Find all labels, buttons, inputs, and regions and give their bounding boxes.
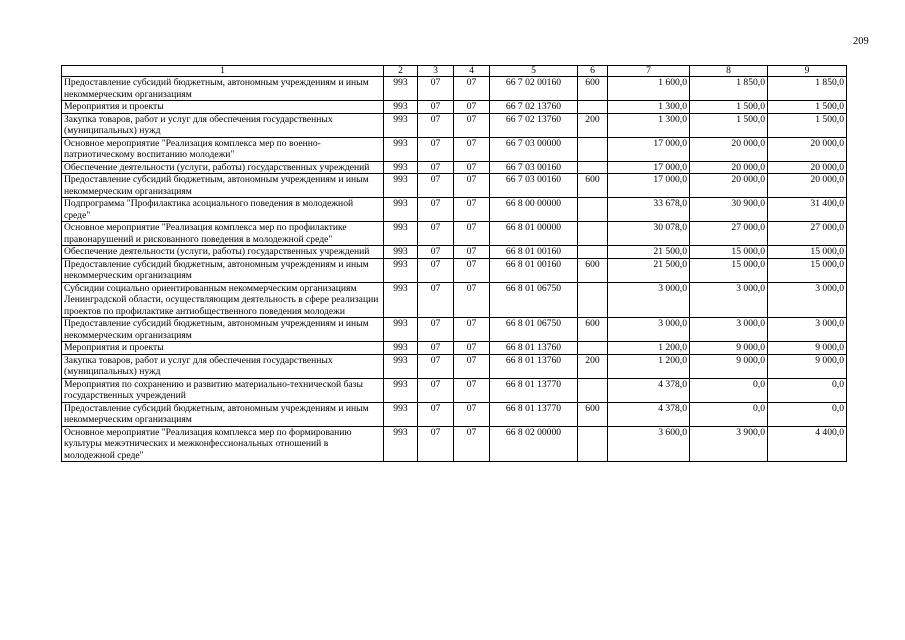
ved-code-cell: 993 — [384, 137, 418, 161]
expense-type-cell: 600 — [578, 258, 608, 282]
amount-col8-cell: 20 000,0 — [690, 161, 768, 174]
target-article-cell: 66 7 02 13760 — [490, 101, 578, 114]
ved-code-cell: 993 — [384, 282, 418, 318]
expense-type-cell — [578, 426, 608, 462]
ved-code-cell: 993 — [384, 113, 418, 137]
table-row — [62, 137, 847, 161]
section-code-cell: 07 — [418, 77, 454, 101]
amount-col8-cell: 0,0 — [690, 402, 768, 426]
header-cell: 4 — [454, 66, 490, 77]
target-article-cell: 66 8 01 13760 — [490, 354, 578, 378]
target-article-cell: 66 8 00 00000 — [490, 198, 578, 222]
header-cell: 6 — [578, 66, 608, 77]
section-code-cell: 07 — [418, 137, 454, 161]
budget-table — [61, 65, 847, 462]
amount-col8-cell: 1 500,0 — [690, 113, 768, 137]
amount-col9-cell: 1 500,0 — [768, 113, 847, 137]
table-row — [62, 318, 847, 342]
amount-col8-cell: 1 500,0 — [690, 101, 768, 114]
subsection-code-cell: 07 — [454, 137, 490, 161]
amount-col9-cell: 9 000,0 — [768, 354, 847, 378]
table-row — [62, 426, 847, 462]
table-row — [62, 113, 847, 137]
amount-col7-cell: 1 200,0 — [608, 342, 690, 355]
amount-col8-cell: 3 900,0 — [690, 426, 768, 462]
ved-code-cell: 993 — [384, 77, 418, 101]
description-cell: Мероприятия и проекты — [62, 101, 384, 114]
expense-type-cell: 200 — [578, 354, 608, 378]
amount-col8-cell: 20 000,0 — [690, 137, 768, 161]
ved-code-cell: 993 — [384, 378, 418, 402]
amount-col9-cell: 20 000,0 — [768, 137, 847, 161]
header-cell: 1 — [62, 66, 384, 77]
description-cell: Предоставление субсидий бюджетным, автономным учреждениям и иным некоммерческим организациям — [62, 174, 384, 198]
amount-col8-cell: 15 000,0 — [690, 258, 768, 282]
amount-col9-cell: 4 400,0 — [768, 426, 847, 462]
amount-col8-cell: 30 900,0 — [690, 198, 768, 222]
target-article-cell: 66 7 03 00160 — [490, 174, 578, 198]
header-cell: 2 — [384, 66, 418, 77]
amount-col7-cell: 21 500,0 — [608, 246, 690, 259]
header-cell: 9 — [768, 66, 847, 77]
ved-code-cell: 993 — [384, 426, 418, 462]
amount-col9-cell: 15 000,0 — [768, 246, 847, 259]
expense-type-cell: 600 — [578, 318, 608, 342]
amount-col8-cell: 9 000,0 — [690, 342, 768, 355]
amount-col9-cell: 3 000,0 — [768, 318, 847, 342]
target-article-cell: 66 8 01 00160 — [490, 246, 578, 259]
subsection-code-cell: 07 — [454, 402, 490, 426]
description-cell: Обеспечение деятельности (услуги, работы) государственных учреждений — [62, 161, 384, 174]
subsection-code-cell: 07 — [454, 222, 490, 246]
amount-col7-cell: 30 078,0 — [608, 222, 690, 246]
target-article-cell: 66 8 01 13770 — [490, 378, 578, 402]
description-cell: Закупка товаров, работ и услуг для обеспечения государственных (муниципальных) нужд — [62, 354, 384, 378]
expense-type-cell — [578, 378, 608, 402]
section-code-cell: 07 — [418, 174, 454, 198]
section-code-cell: 07 — [418, 101, 454, 114]
section-code-cell: 07 — [418, 258, 454, 282]
description-cell: Подпрограмма "Профилактика асоциального поведения в молодежной среде" — [62, 198, 384, 222]
amount-col7-cell: 4 378,0 — [608, 402, 690, 426]
header-cell: 3 — [418, 66, 454, 77]
amount-col7-cell: 1 200,0 — [608, 354, 690, 378]
section-code-cell: 07 — [418, 198, 454, 222]
target-article-cell: 66 8 02 00000 — [490, 426, 578, 462]
ved-code-cell: 993 — [384, 198, 418, 222]
table-row — [62, 101, 847, 114]
amount-col9-cell: 20 000,0 — [768, 174, 847, 198]
ved-code-cell: 993 — [384, 402, 418, 426]
ved-code-cell: 993 — [384, 161, 418, 174]
amount-col8-cell: 27 000,0 — [690, 222, 768, 246]
table-row — [62, 354, 847, 378]
subsection-code-cell: 07 — [454, 378, 490, 402]
description-cell: Предоставление субсидий бюджетным, автономным учреждениям и иным некоммерческим организациям — [62, 77, 384, 101]
table-body — [62, 77, 847, 462]
subsection-code-cell: 07 — [454, 246, 490, 259]
target-article-cell: 66 7 03 00160 — [490, 161, 578, 174]
table-row — [62, 77, 847, 101]
amount-col9-cell: 15 000,0 — [768, 258, 847, 282]
subsection-code-cell: 07 — [454, 113, 490, 137]
amount-col9-cell: 1 500,0 — [768, 101, 847, 114]
amount-col9-cell: 9 000,0 — [768, 342, 847, 355]
description-cell: Основное мероприятие "Реализация комплекса мер по формированию культуры межэтнических и межконфессиональных отношений в молодежной среде" — [62, 426, 384, 462]
section-code-cell: 07 — [418, 282, 454, 318]
expense-type-cell — [578, 342, 608, 355]
amount-col8-cell: 0,0 — [690, 378, 768, 402]
description-cell: Субсидии социально ориентированным некоммерческим организациям Ленинградской области, осуществляющим деятельность в сфере реализации проектов по профилактике антиобщественного поведения молодежи — [62, 282, 384, 318]
description-cell: Закупка товаров, работ и услуг для обеспечения государственных (муниципальных) нужд — [62, 113, 384, 137]
target-article-cell: 66 7 02 13760 — [490, 113, 578, 137]
expense-type-cell — [578, 101, 608, 114]
table-row — [62, 282, 847, 318]
amount-col7-cell: 17 000,0 — [608, 161, 690, 174]
amount-col7-cell: 4 378,0 — [608, 378, 690, 402]
table-row — [62, 161, 847, 174]
subsection-code-cell: 07 — [454, 77, 490, 101]
amount-col9-cell: 3 000,0 — [768, 282, 847, 318]
target-article-cell: 66 8 01 00000 — [490, 222, 578, 246]
section-code-cell: 07 — [418, 222, 454, 246]
amount-col7-cell: 1 300,0 — [608, 113, 690, 137]
description-cell: Мероприятия по сохранению и развитию материально-технической базы государственных учреждений — [62, 378, 384, 402]
table-header-row — [62, 66, 847, 77]
amount-col7-cell: 21 500,0 — [608, 258, 690, 282]
header-cell: 8 — [690, 66, 768, 77]
target-article-cell: 66 8 01 13770 — [490, 402, 578, 426]
table-row — [62, 342, 847, 355]
amount-col9-cell: 31 400,0 — [768, 198, 847, 222]
subsection-code-cell: 07 — [454, 282, 490, 318]
description-cell: Основное мероприятие "Реализация комплекса мер по профилактике правонарушений и рискованного поведения в молодежной среде" — [62, 222, 384, 246]
expense-type-cell — [578, 137, 608, 161]
ved-code-cell: 993 — [384, 101, 418, 114]
table-row — [62, 198, 847, 222]
target-article-cell: 66 8 01 00160 — [490, 258, 578, 282]
page-number: 209 — [853, 36, 869, 47]
target-article-cell: 66 8 01 13760 — [490, 342, 578, 355]
section-code-cell: 07 — [418, 342, 454, 355]
table-row — [62, 402, 847, 426]
subsection-code-cell: 07 — [454, 161, 490, 174]
expense-type-cell: 600 — [578, 402, 608, 426]
amount-col7-cell: 3 000,0 — [608, 282, 690, 318]
header-cell: 5 — [490, 66, 578, 77]
amount-col8-cell: 20 000,0 — [690, 174, 768, 198]
amount-col8-cell: 1 850,0 — [690, 77, 768, 101]
subsection-code-cell: 07 — [454, 258, 490, 282]
description-cell: Мероприятия и проекты — [62, 342, 384, 355]
target-article-cell: 66 7 02 00160 — [490, 77, 578, 101]
section-code-cell: 07 — [418, 318, 454, 342]
table-row — [62, 174, 847, 198]
expense-type-cell — [578, 246, 608, 259]
section-code-cell: 07 — [418, 246, 454, 259]
subsection-code-cell: 07 — [454, 101, 490, 114]
amount-col9-cell: 20 000,0 — [768, 161, 847, 174]
amount-col7-cell: 17 000,0 — [608, 174, 690, 198]
ved-code-cell: 993 — [384, 258, 418, 282]
target-article-cell: 66 8 01 06750 — [490, 318, 578, 342]
subsection-code-cell: 07 — [454, 354, 490, 378]
section-code-cell: 07 — [418, 378, 454, 402]
amount-col7-cell: 3 600,0 — [608, 426, 690, 462]
description-cell: Предоставление субсидий бюджетным, автономным учреждениям и иным некоммерческим организациям — [62, 318, 384, 342]
expense-type-cell: 600 — [578, 77, 608, 101]
expense-type-cell: 600 — [578, 174, 608, 198]
target-article-cell: 66 8 01 06750 — [490, 282, 578, 318]
target-article-cell: 66 7 03 00000 — [490, 137, 578, 161]
table-row — [62, 246, 847, 259]
header-cell: 7 — [608, 66, 690, 77]
ved-code-cell: 993 — [384, 222, 418, 246]
amount-col7-cell: 33 678,0 — [608, 198, 690, 222]
subsection-code-cell: 07 — [454, 174, 490, 198]
subsection-code-cell: 07 — [454, 318, 490, 342]
table-row — [62, 378, 847, 402]
ved-code-cell: 993 — [384, 174, 418, 198]
amount-col9-cell: 1 850,0 — [768, 77, 847, 101]
description-cell: Основное мероприятие "Реализация комплекса мер по военно-патриотическому воспитанию молодежи" — [62, 137, 384, 161]
amount-col7-cell: 1 300,0 — [608, 101, 690, 114]
subsection-code-cell: 07 — [454, 426, 490, 462]
amount-col9-cell: 27 000,0 — [768, 222, 847, 246]
table-row — [62, 258, 847, 282]
amount-col8-cell: 9 000,0 — [690, 354, 768, 378]
expense-type-cell — [578, 282, 608, 318]
ved-code-cell: 993 — [384, 318, 418, 342]
expense-type-cell — [578, 198, 608, 222]
amount-col9-cell: 0,0 — [768, 378, 847, 402]
ved-code-cell: 993 — [384, 246, 418, 259]
amount-col7-cell: 3 000,0 — [608, 318, 690, 342]
section-code-cell: 07 — [418, 354, 454, 378]
table-row — [62, 222, 847, 246]
description-cell: Обеспечение деятельности (услуги, работы) государственных учреждений — [62, 246, 384, 259]
amount-col9-cell: 0,0 — [768, 402, 847, 426]
amount-col8-cell: 3 000,0 — [690, 282, 768, 318]
subsection-code-cell: 07 — [454, 198, 490, 222]
description-cell: Предоставление субсидий бюджетным, автономным учреждениям и иным некоммерческим организациям — [62, 258, 384, 282]
section-code-cell: 07 — [418, 161, 454, 174]
section-code-cell: 07 — [418, 402, 454, 426]
ved-code-cell: 993 — [384, 342, 418, 355]
subsection-code-cell: 07 — [454, 342, 490, 355]
amount-col8-cell: 3 000,0 — [690, 318, 768, 342]
amount-col7-cell: 1 600,0 — [608, 77, 690, 101]
section-code-cell: 07 — [418, 113, 454, 137]
expense-type-cell: 200 — [578, 113, 608, 137]
amount-col8-cell: 15 000,0 — [690, 246, 768, 259]
description-cell: Предоставление субсидий бюджетным, автономным учреждениям и иным некоммерческим организациям — [62, 402, 384, 426]
ved-code-cell: 993 — [384, 354, 418, 378]
expense-type-cell — [578, 161, 608, 174]
expense-type-cell — [578, 222, 608, 246]
section-code-cell: 07 — [418, 426, 454, 462]
amount-col7-cell: 17 000,0 — [608, 137, 690, 161]
